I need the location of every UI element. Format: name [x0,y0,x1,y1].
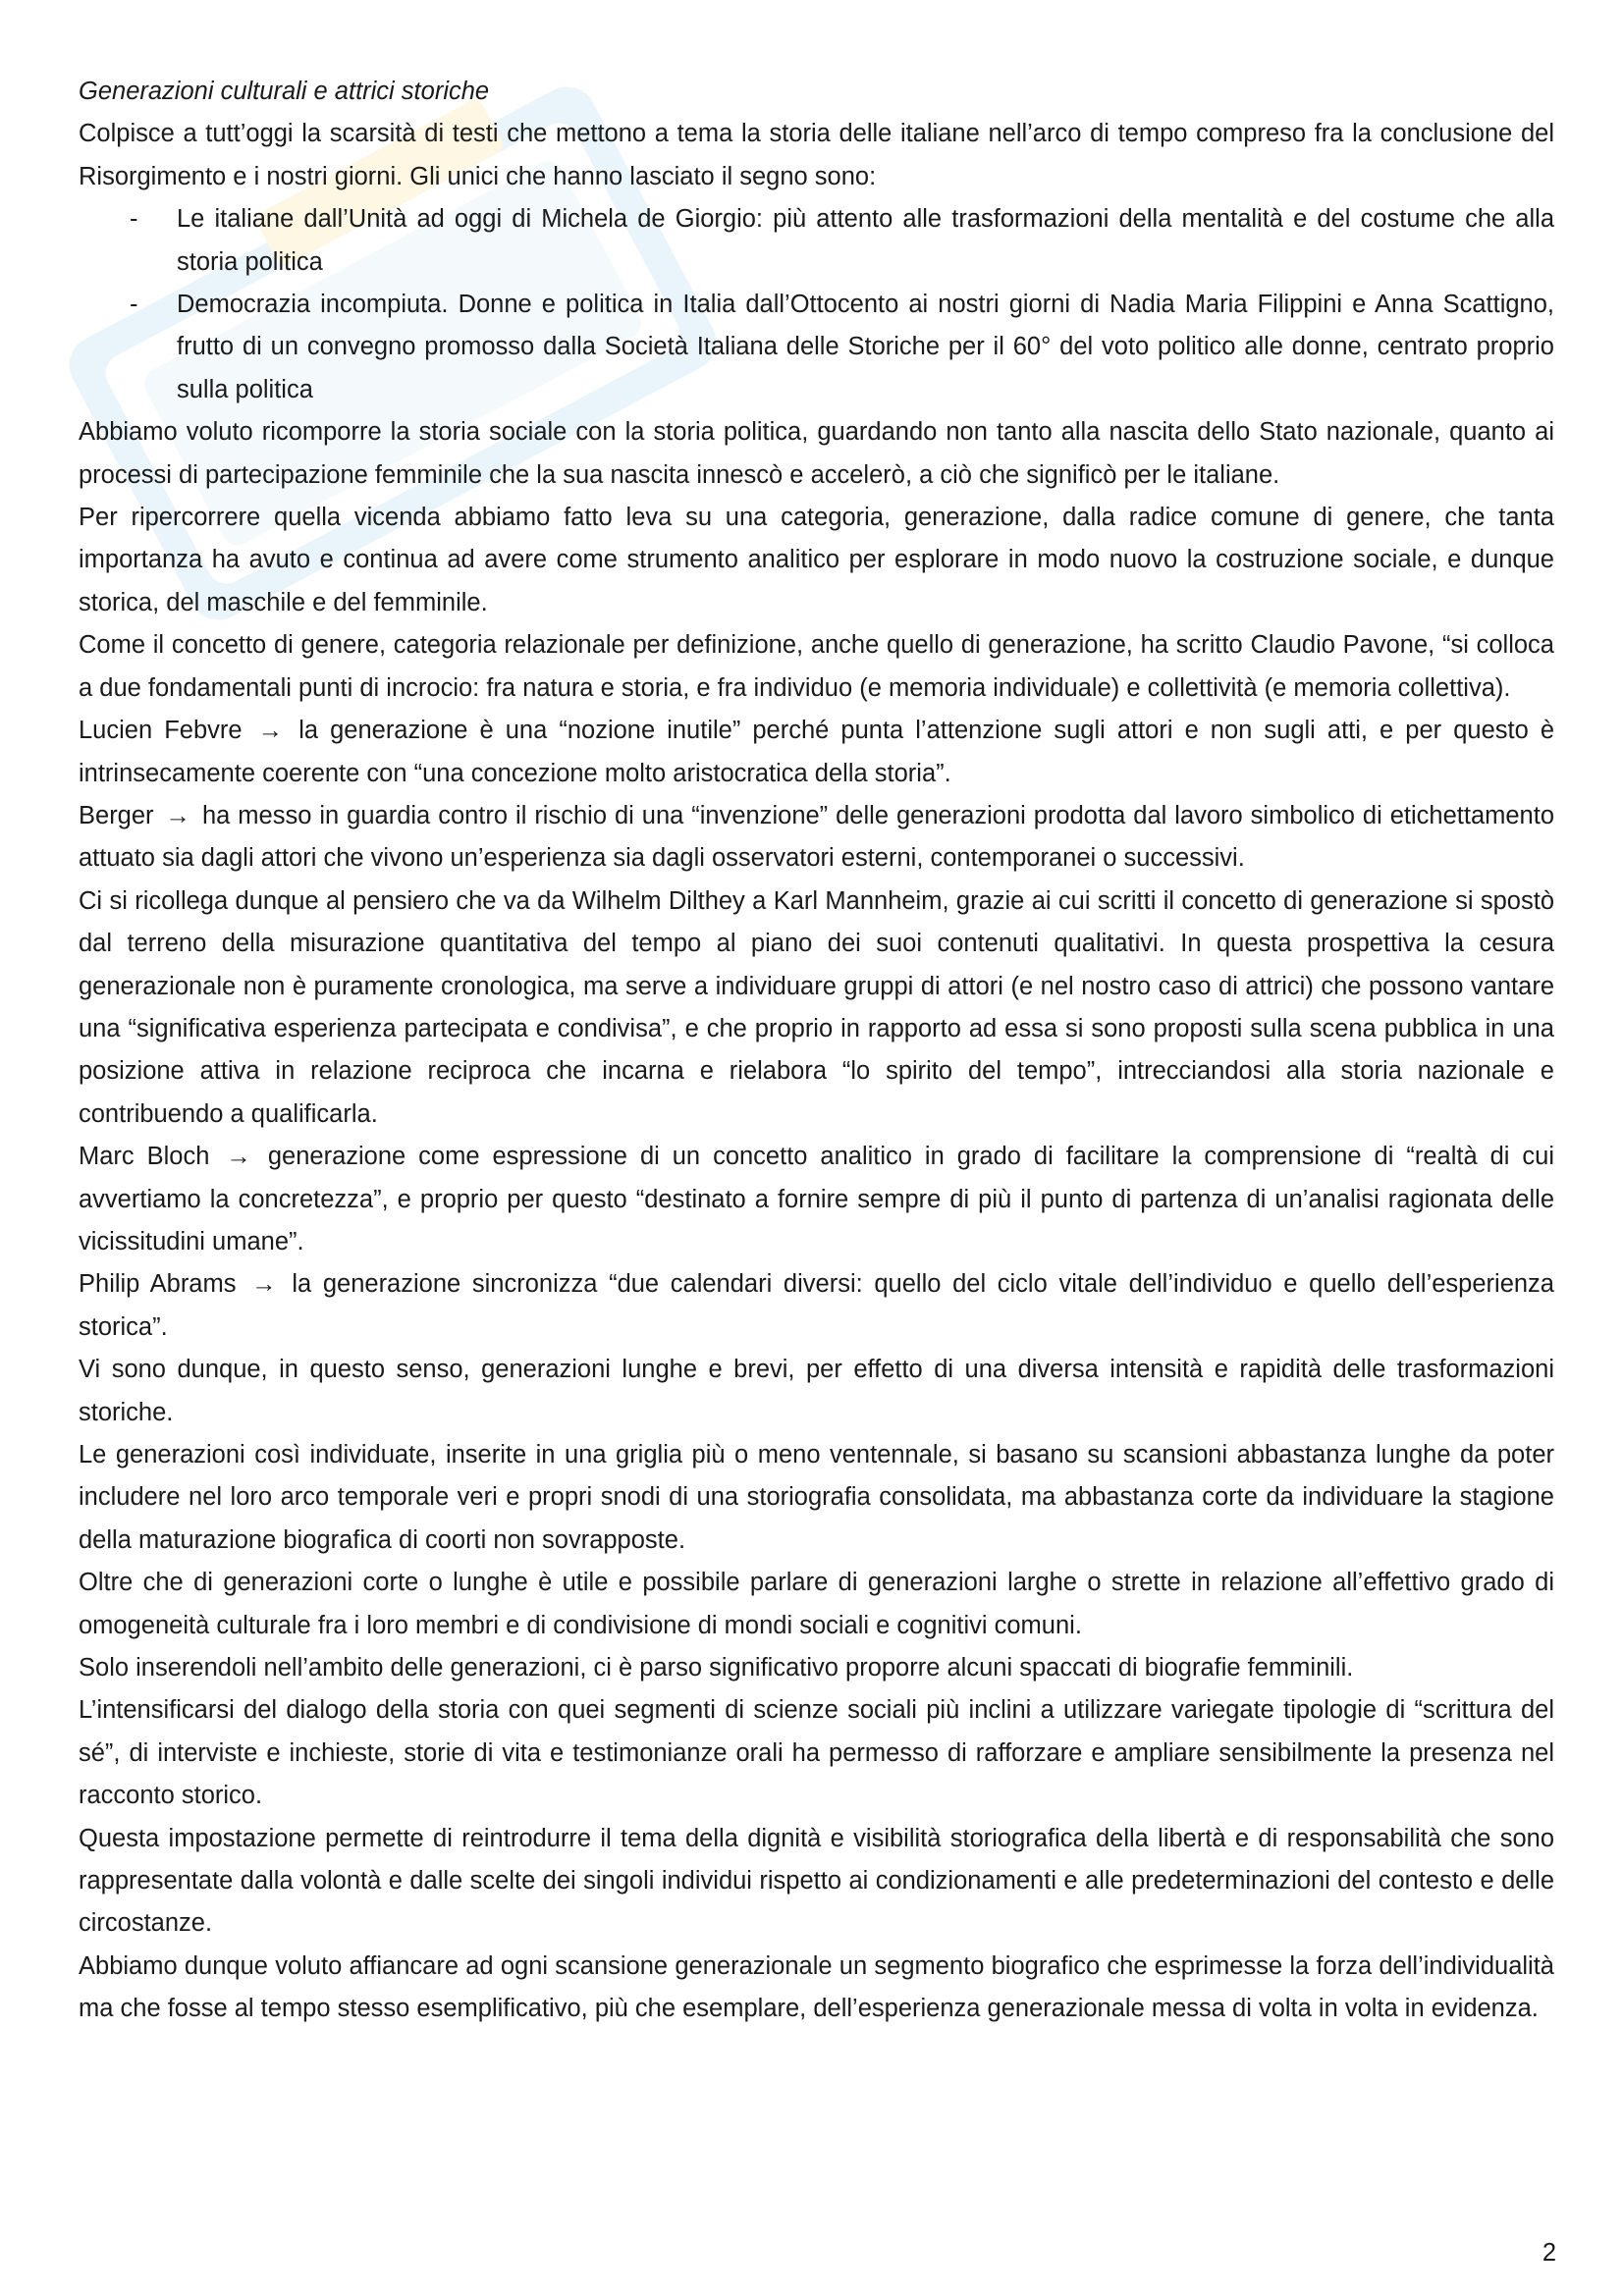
bullet-text: Le italiane dall’Unità ad oggi di Michela de Giorgio: più attento alle trasformazioni della mentalità e del costume che alla storia politica [177,205,1554,276]
author-name: Marc Bloch [79,1143,210,1171]
paragraph: Le generazioni così individuate, inserite in una griglia più o meno ventennale, si basano su scansioni abbastanza lunghe da poter includere nel loro arco temporale veri e propri snodi di una storiografia consolidata, ma abbastanza corte da individuare la stagione della maturazione biografica di coorti non sovrapposte. [79,1441,1554,1554]
abrams-paragraph [79,1263,1554,1349]
paragraph: Oltre che di generazioni corte o lunghe è utile e possibile parlare di generazioni larghe o strette in relazione all’effettivo grado di omogeneità culturale fra i loro membri e di condivisione di mondi sociali e cognitivi comuni. [79,1569,1554,1639]
arrow-icon: → [165,801,191,829]
document-body [79,71,1554,2031]
paragraph: Per ripercorrere quella vicenda abbiamo fatto leva su una categoria, generazione, dalla radice comune di genere, che tanta importanza ha avuto e continua ad avere come strumento analitico per esplorare in modo nuovo la costruzione sociale, e dunque storica, del maschile e del femminile. [79,504,1554,616]
page-number: 2 [1542,2239,1556,2267]
bullet-text: Democrazia incompiuta. Donne e politica in Italia dall’Ottocento ai nostri giorni di Nadia Maria Filippini e Anna Scattigno, frutto di un convegno promosso dalla Società Italiana delle Storiche per il 60° del voto politico alle donne, centrato proprio sulla politica [177,291,1554,403]
arrow-icon: → [226,1143,251,1171]
paragraph: Abbiamo dunque voluto affiancare ad ogni scansione generazionale un segmento biografico che esprimesse la forza dell’individualità ma che fosse al tempo stesso esemplificativo, più che esemplare, dell’esperienza generazionale messa di volta in volta in evidenza. [79,1951,1554,2023]
arrow-icon: → [257,717,284,745]
bullet-marker: - [130,291,138,319]
bullet-item [79,198,1554,284]
author-note: la generazione sincronizza “due calendari diversi: quello del ciclo vitale dell’individuo e quello dell’esperienza storica”. [79,1270,1554,1341]
paragraph: Questa impostazione permette di reintrodurre il tema della dignità e visibilità storiografica della libertà e di responsabilità che sono rappresentate dalla volontà e dalle scelte dei singoli individui rispetto ai condizionamenti e alle predeterminazioni del contesto e delle circostanze. [79,1824,1554,1938]
paragraph: L’intensificarsi del dialogo della storia con quei segmenti di scienze sociali più inclini a utilizzare variegate tipologie di “scrittura del sé”, di interviste e inchieste, storie di vita e testimonianze orali ha permesso di rafforzare e ampliare sensibilmente la presenza nel racconto storico. [79,1696,1554,1810]
paragraph: Come il concetto di genere, categoria relazionale per definizione, anche quello di generazione, ha scritto Claudio Pavone, “si colloca a due fondamentali punti di incrocio: fra natura e storia, e fra individuo (e memoria individuale) e collettività (e memoria collettiva). [79,631,1554,702]
bullet-marker: - [130,205,138,234]
author-name: Philip Abrams [79,1270,237,1299]
author-name: Lucien Febvre [79,717,243,745]
author-name: Berger [79,801,154,829]
intro-paragraph: Colpisce a tutt’oggi la scarsità di testi che mettono a tema la storia delle italiane nell’arco di tempo compreso fra la conclusione del Risorgimento e i nostri giorni. Gli unici che hanno lasciato il segno sono: [79,120,1554,190]
paragraph: Solo inserendoli nell’ambito delle generazioni, ci è parso significativo proporre alcuni spaccati di biografie femminili. [79,1654,1354,1682]
author-note: la generazione è una “nozione inutile” perché punta l’attenzione sugli attori e non sugli atti, e per questo è intrinsecamente coerente con “una concezione molto aristocratica della storia”. [79,717,1554,787]
febvre-paragraph [79,710,1554,795]
berger-paragraph [79,795,1554,881]
arrow-icon: → [251,1270,277,1299]
bullet-item [79,284,1554,411]
author-note: ha messo in guardia contro il rischio di una “invenzione” delle generazioni prodotta dal lavoro simbolico di etichettamento attuato sia dagli attori che vivono un’esperienza sia dagli osservatori esterni, contemporanei o successivi. [79,801,1555,873]
bullet-list [79,198,1554,411]
bloch-paragraph [79,1136,1554,1263]
section-title: Generazioni culturali e attrici storiche [79,78,490,105]
paragraph: Vi sono dunque, in questo senso, generazioni lunghe e brevi, per effetto di una diversa intensità e rapidità delle trasformazioni storiche. [79,1356,1554,1426]
dilthey-paragraph: Ci si ricollega dunque al pensiero che va da Wilhelm Dilthey a Karl Mannheim, grazie ai cui scritti il concetto di generazione si spostò dal terreno della misurazione quantitativa del tempo al piano dei suoi contenuti qualitativi. In questa prospettiva la cesura generazionale non è puramente cronologica, ma serve a individuare gruppi di attori (e nel nostro caso di attrici) che possono vantare una “significativa esperienza partecipata e condivisa”, e che proprio in rapporto ad essa si sono proposti sulla scena pubblica in una posizione attiva in relazione reciproca che incarna e rielabora “lo spirito del tempo”, intrecciandosi alla storia nazionale e contribuendo a qualificarla. [79,886,1554,1128]
paragraph: Abbiamo voluto ricomporre la storia sociale con la storia politica, guardando non tanto alla nascita dello Stato nazionale, quanto ai processi di partecipazione femminile che la sua nascita innescò e accelerò, a ciò che significò per le italiane. [79,418,1554,489]
author-note: generazione come espressione di un concetto analitico in grado di facilitare la comprensione di “realtà di cui avvertiamo la concretezza”, e proprio per questo “destinato a fornire sempre di più il punto di partenza di un’analisi ragionata delle vicissitudini umane”. [79,1143,1554,1255]
